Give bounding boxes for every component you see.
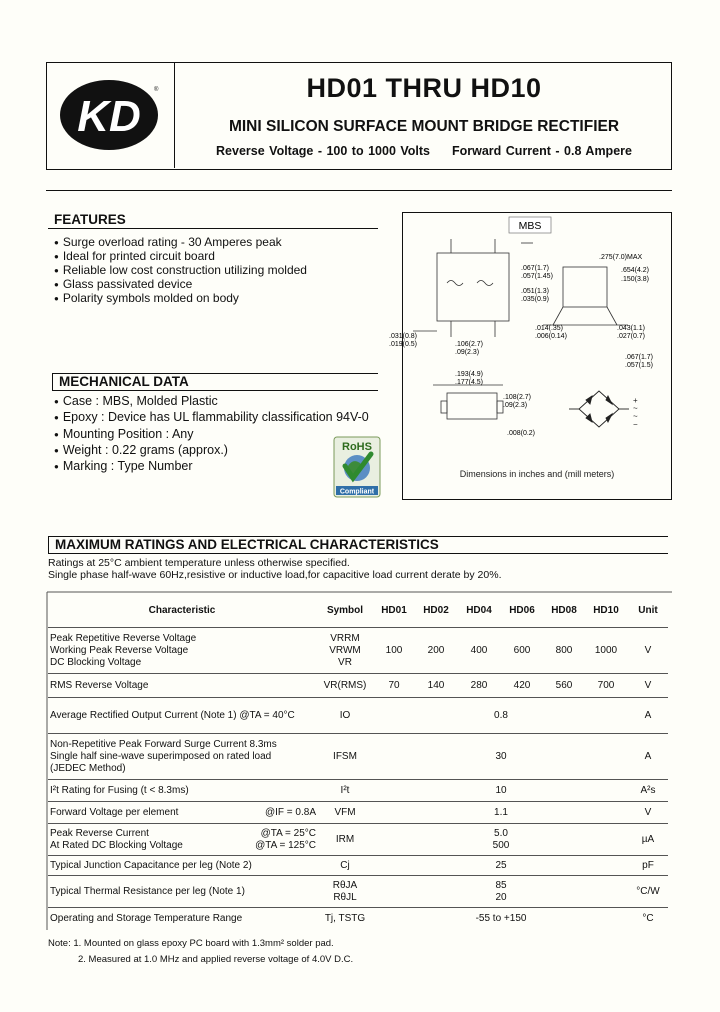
symbol-text: IRM — [335, 833, 355, 845]
svg-text:KD: KD — [77, 92, 141, 141]
characteristic-text: RMS Reverse Voltage — [50, 679, 149, 691]
column-header: Symbol — [326, 604, 364, 616]
svg-text:−: − — [633, 420, 638, 429]
header-box — [46, 62, 672, 170]
rohs-badge — [333, 436, 381, 498]
dim-label: .09(2.3) — [455, 349, 480, 356]
value-cell: 800 — [544, 628, 584, 674]
symbol-cell — [316, 876, 374, 908]
dim-label: .057(1.5) — [625, 362, 654, 369]
rohs-compliant-text: Compliant — [339, 488, 375, 496]
package-name: MBS — [518, 220, 542, 232]
ratings-heading: MAXIMUM RATINGS AND ELECTRICAL CHARACTERISTICS — [48, 536, 668, 554]
dim-label: .031(0.8) — [389, 333, 418, 340]
value-cell: 420 — [500, 674, 544, 698]
column-header: Characteristic — [148, 604, 216, 616]
value-cell: 700 — [584, 674, 628, 698]
characteristic-cell — [48, 698, 316, 734]
features-heading: FEATURES — [48, 212, 378, 229]
unit-cell: pF — [628, 856, 668, 876]
dim-label: .057(1.45) — [521, 273, 553, 280]
svg-text:~: ~ — [633, 412, 638, 421]
characteristic-text: Average Rectified Output Current (Note 1) @TA = 40°C — [50, 709, 295, 721]
symbol-cell — [316, 856, 374, 876]
dim-label: .027(0.7) — [617, 333, 646, 340]
feature-item: ● Reliable low cost construction utilizing molded — [54, 264, 384, 278]
characteristic-cell — [48, 674, 316, 698]
symbol-text: VR(RMS) — [323, 679, 367, 691]
symbol-text: RθJL — [333, 891, 357, 903]
symbol-text: VRRM — [330, 632, 360, 644]
footnote-2: 2. Measured at 1.0 MHz and applied reverse voltage of 4.0V D.C. — [78, 954, 354, 965]
characteristic-text: Typical Junction Capacitance per leg (Note 2) — [50, 859, 252, 871]
table-row — [48, 780, 668, 802]
bottom-view-outline — [433, 385, 503, 419]
dim-label: .177(4.5) — [455, 379, 484, 386]
table-row — [48, 802, 668, 824]
characteristic-text: Typical Thermal Resistance per leg (Note 1) — [50, 885, 245, 897]
feature-item: ● Polarity symbols molded on body — [54, 292, 384, 306]
ratings-note: Ratings at 25°C ambient temperature unless otherwise specified. — [48, 557, 350, 569]
characteristic-text: DC Blocking Voltage — [50, 656, 142, 668]
characteristic-cell — [48, 908, 316, 930]
mechanical-item: ● Mounting Position : Any — [54, 427, 399, 443]
symbol-text: Tj, TSTG — [324, 912, 366, 924]
table-row — [48, 876, 668, 908]
column-header: HD10 — [593, 604, 619, 616]
symbol-cell — [316, 734, 374, 780]
condition-text: @IF = 0.8A — [264, 806, 316, 818]
mechanical-item: ● Epoxy : Device has UL flammability classification 94V-0 — [54, 410, 399, 426]
header-divider — [46, 190, 672, 191]
value-cell: 10 — [374, 780, 628, 802]
value-cell: 280 — [458, 674, 500, 698]
characteristic-text: At Rated DC Blocking Voltage — [50, 839, 183, 851]
value-cell: 600 — [500, 628, 544, 674]
symbol-cell — [316, 674, 374, 698]
symbol-cell — [316, 698, 374, 734]
unit-cell: V — [628, 628, 668, 674]
column-header: HD06 — [509, 604, 535, 616]
characteristic-text: Working Peak Reverse Voltage — [50, 644, 189, 656]
characteristic-text: I²t Rating for Fusing (t < 8.3ms) — [50, 784, 189, 796]
table-row — [48, 628, 668, 674]
table-row — [48, 824, 668, 856]
table-header-row — [48, 593, 668, 628]
bridge-schematic — [569, 391, 638, 429]
dim-label: .067(1.7) — [521, 265, 550, 272]
table-row — [48, 698, 668, 734]
column-header: HD04 — [466, 604, 492, 616]
unit-cell: V — [628, 674, 668, 698]
value-cell: 70 — [374, 674, 414, 698]
column-header: HD08 — [551, 604, 577, 616]
characteristics-table — [48, 593, 668, 930]
characteristic-text: Non-Repetitive Peak Forward Surge Current 8.3ms — [50, 738, 277, 750]
drawing-caption: Dimensions in inches and (mill meters) — [459, 469, 615, 479]
side-view-outline — [543, 267, 628, 325]
characteristic-cell — [48, 856, 316, 876]
symbol-text: VRWM — [329, 644, 361, 656]
table-row — [48, 856, 668, 876]
symbol-cell — [316, 780, 374, 802]
value-cell: 5.0 500 — [374, 824, 628, 856]
symbol-cell — [316, 802, 374, 824]
unit-cell: °C/W — [628, 876, 668, 908]
unit-cell: A — [628, 734, 668, 780]
dim-label: .019(0.5) — [389, 341, 418, 348]
symbol-text: Cj — [340, 859, 350, 871]
unit-cell: µA — [628, 824, 668, 856]
package-drawing — [389, 213, 671, 499]
value-cell: 0.8 — [374, 698, 628, 734]
symbol-text: VR — [338, 656, 352, 668]
symbol-text: I²t — [340, 784, 350, 796]
dim-label: .275(7.0)MAX — [599, 254, 643, 261]
symbol-cell — [316, 824, 374, 856]
dim-label: .150(3.8) — [621, 276, 650, 283]
characteristic-cell — [48, 876, 316, 908]
features-list — [54, 236, 384, 306]
unit-cell: A — [628, 698, 668, 734]
dim-label: .09(2.3) — [503, 402, 528, 409]
dim-label: .008(0.2) — [507, 430, 536, 437]
value-cell: 140 — [414, 674, 458, 698]
table-row — [48, 674, 668, 698]
dim-label: .014(.35) — [535, 325, 564, 332]
feature-item: ● Glass passivated device — [54, 278, 384, 292]
top-view-outline — [413, 239, 533, 337]
value-cell: 100 — [374, 628, 414, 674]
value-cell: 30 — [374, 734, 628, 780]
dim-label: .035(0.9) — [521, 296, 550, 303]
characteristic-text: Forward Voltage per element — [50, 806, 179, 818]
column-header: HD02 — [423, 604, 449, 616]
value-cell: 200 — [414, 628, 458, 674]
column-header: Unit — [638, 604, 658, 616]
dim-label: .006(0.14) — [535, 333, 567, 340]
characteristic-text: (JEDEC Method) — [50, 762, 126, 774]
package-drawing-box — [389, 212, 672, 500]
ratings-notes — [48, 557, 502, 581]
symbol-text: IFSM — [333, 750, 357, 762]
characteristic-text: Peak Repetitive Reverse Voltage — [50, 632, 197, 644]
characteristic-text: Single half sine-wave superimposed on rated load — [50, 750, 272, 762]
page-title: HD01 THRU HD10 — [306, 73, 542, 103]
reverse-voltage-summary: Reverse Voltage - 100 to 1000 Volts — [216, 144, 430, 158]
unit-cell: A²s — [628, 780, 668, 802]
table-row — [48, 734, 668, 780]
characteristic-text: Operating and Storage Temperature Range — [50, 912, 243, 924]
table-row — [48, 908, 668, 930]
feature-item: ● Ideal for printed circuit board — [54, 250, 384, 264]
value-cell: 1000 — [584, 628, 628, 674]
svg-text:~: ~ — [633, 404, 638, 413]
dim-label: .043(1.1) — [617, 325, 646, 332]
ratings-note: Single phase half-wave 60Hz,resistive or inductive load,for capacitive load current derate by 20%. — [48, 569, 502, 581]
characteristic-cell — [48, 628, 316, 674]
feature-item: ● Surge overload rating - 30 Amperes peak — [54, 236, 384, 250]
characteristic-cell — [48, 734, 316, 780]
characteristic-text: Peak Reverse Current — [50, 827, 149, 839]
summary-ratings — [177, 144, 671, 158]
characteristic-cell — [48, 824, 316, 856]
condition-text: @TA = 25°C @TA = 125°C — [255, 827, 316, 851]
dim-label: .051(1.3) — [521, 288, 550, 295]
value-cell: 560 — [544, 674, 584, 698]
dim-label: .067(1.7) — [625, 354, 654, 361]
mechanical-item: ● Marking : Type Number — [54, 459, 399, 475]
symbol-text: VFM — [334, 806, 356, 818]
svg-text:+: + — [633, 396, 638, 405]
value-cell: 400 — [458, 628, 500, 674]
value-cell: 25 — [374, 856, 628, 876]
product-subtitle: MINI SILICON SURFACE MOUNT BRIDGE RECTIFIER — [228, 118, 620, 135]
value-cell: 85 20 — [374, 876, 628, 908]
symbol-text: IO — [339, 709, 351, 721]
dim-label: .108(2.7) — [503, 394, 532, 401]
symbol-cell — [316, 908, 374, 930]
characteristic-cell — [48, 802, 316, 824]
column-header: HD01 — [381, 604, 407, 616]
value-cell: 1.1 — [374, 802, 628, 824]
dim-label: .654(4.2) — [621, 267, 650, 274]
characteristic-cell — [48, 780, 316, 802]
value-cell: -55 to +150 — [374, 908, 628, 930]
mechanical-item: ● Case : MBS, Molded Plastic — [54, 394, 399, 410]
mechanical-item: ● Weight : 0.22 grams (approx.) — [54, 443, 399, 459]
rohs-text: RoHS — [342, 441, 372, 453]
svg-text:®: ® — [154, 87, 159, 93]
symbol-cell — [316, 628, 374, 674]
forward-current-summary: Forward Current - 0.8 Ampere — [452, 144, 632, 158]
mechanical-heading: MECHANICAL DATA — [52, 373, 378, 391]
unit-cell: V — [628, 802, 668, 824]
dim-label: .193(4.9) — [455, 371, 484, 378]
logo-cell — [47, 63, 175, 168]
footnote-1: Note: 1. Mounted on glass epoxy PC board with 1.3mm² solder pad. — [48, 938, 334, 949]
kd-logo — [47, 63, 173, 167]
dim-label: .106(2.7) — [455, 341, 484, 348]
symbol-text: RθJA — [332, 879, 358, 891]
unit-cell: °C — [628, 908, 668, 930]
